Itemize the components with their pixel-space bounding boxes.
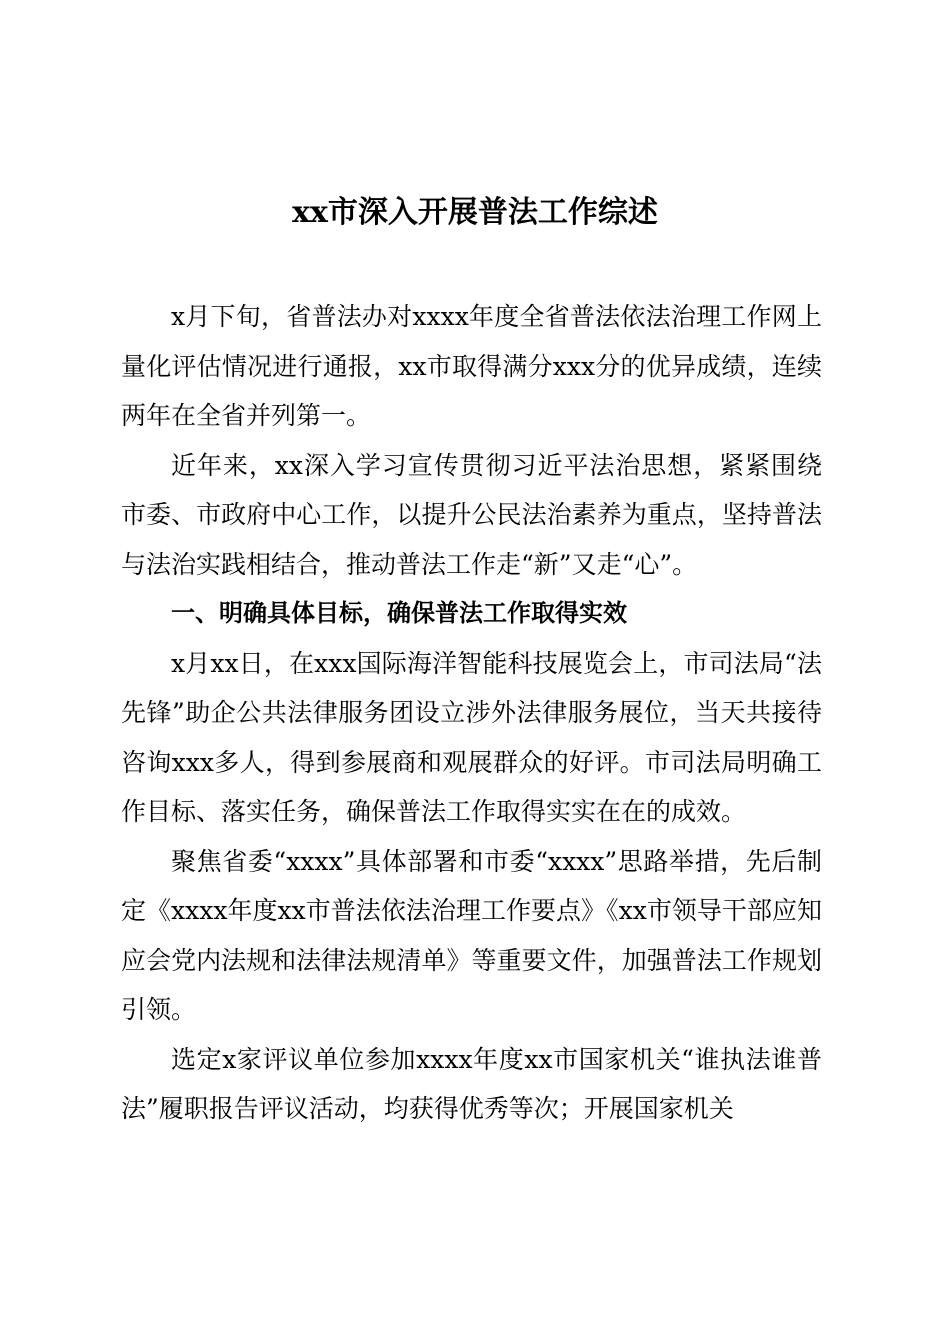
section-1-paragraph-1: x月xx日，在xxx国际海洋智能科技展览会上，市司法局“法先锋”助企公共法律服务团设立涉外法律服务展位，当天共接待咨询xxx多人，得到参展商和观展群众的好评。市司法局明确工作目标、落实任务，确保普法工作取得实实在在的成效。 (121, 648, 822, 826)
paragraph-2: 近年来，xx深入学习宣传贯彻习近平法治思想，紧紧围绕市委、市政府中心工作，以提升公民法治素养为重点，坚持普法与法治实践相结合，推动普法工作走“新”又走“心”。 (121, 450, 822, 579)
section-1-paragraph-3: 选定x家评议单位参加xxxx年度xx市国家机关“谁执法谁普法”履职报告评议活动，均获得优秀等次；开展国家机关 (121, 1044, 822, 1123)
section-1-heading: 一、明确具体目标，确保普法工作取得实效 (171, 599, 627, 627)
document-title: xx市深入开展普法工作综述 (292, 195, 658, 230)
paragraph-1: x月下旬，省普法办对xxxx年度全省普法依法治理工作网上量化评估情况进行通报，xx市取得满分xxx分的优异成绩，连续两年在全省并列第一。 (121, 302, 822, 430)
section-1-paragraph-2: 聚焦省委“xxxx”具体部署和市委“xxxx”思路举措，先后制定《xxxx年度xx市普法依法治理工作要点》《xx市领导干部应知应会党内法规和法律法规清单》等重要文件，加强普法工作规划引领。 (121, 846, 822, 1024)
document-body (121, 292, 822, 1134)
